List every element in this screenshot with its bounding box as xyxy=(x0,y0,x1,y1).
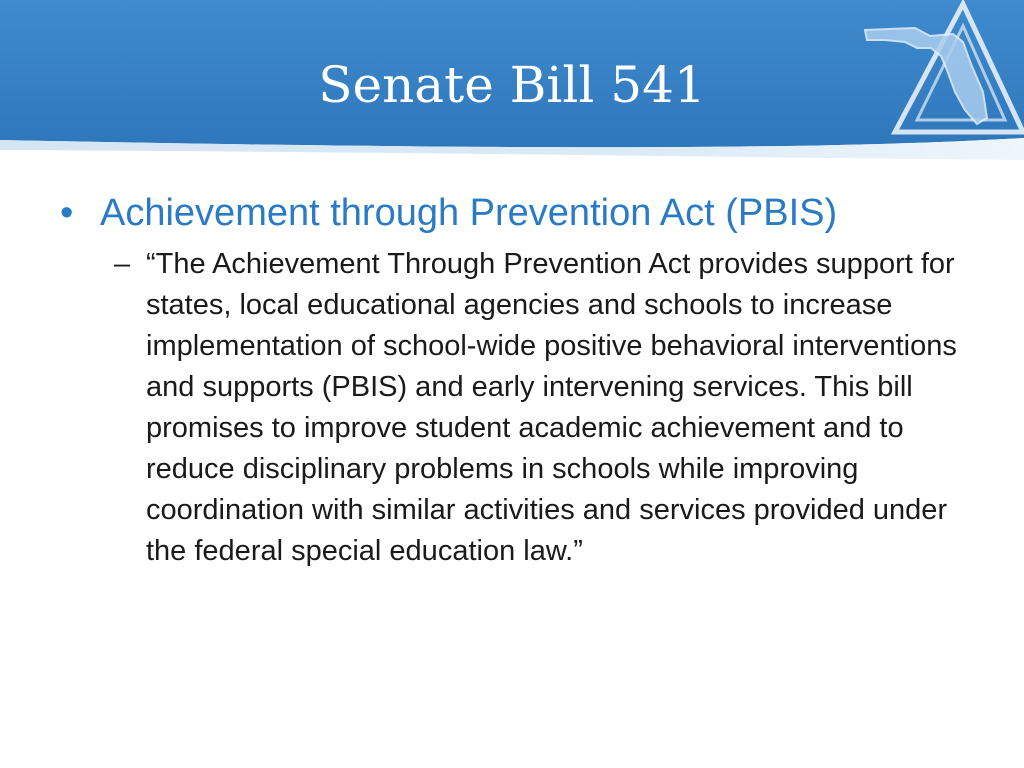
bullet-item xyxy=(60,190,980,236)
slide-title: Senate Bill 541 xyxy=(318,56,706,114)
bullet-marker: • xyxy=(60,192,74,234)
sub-bullet-marker: – xyxy=(114,248,131,280)
sub-bullet-text: “The Achievement Through Prevention Act provides support for states, local educational agencies and schools to increase implementation of school-wide positive behavioral interventions and supports (PBIS) and early intervening services. This bill promises to improve student academic achievement and to reduce disciplinary problems in schools while improving coordination with similar activities and services provided under the federal special education law.” xyxy=(146,248,957,567)
bullet-text: Achievement through Prevention Act (PBIS) xyxy=(100,192,838,234)
slide-content xyxy=(60,190,980,572)
florida-triangle-logo-icon xyxy=(855,0,1024,140)
sub-bullet-item xyxy=(114,244,980,572)
